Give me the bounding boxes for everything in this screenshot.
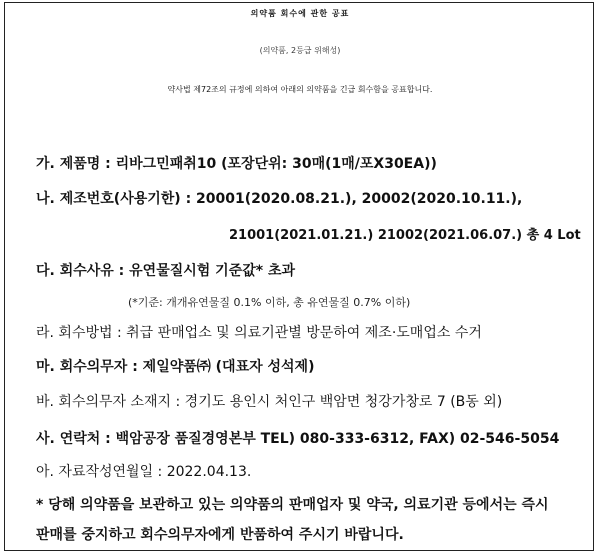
item-lot-line2: 21001(2021.01.21.) 21002(2021.06.07.) 총 4 Lot — [229, 228, 581, 243]
footer-line2: 판매를 중지하고 회수의무자에게 반품하여 주시기 바랍니다. — [36, 527, 404, 543]
intro-text: 약사법 제72조의 규정에 의하여 아래의 의약품을 긴급 회수함을 공표합니다. — [167, 85, 433, 94]
item-reason-note: (*기준: 개개유연물질 0.1% 이하, 총 유연물질 0.7% 이하) — [128, 296, 411, 309]
item-reason: 다. 회수사유 : 유연물질시험 기준값* 초과 — [36, 263, 295, 279]
page-title: 의약품 회수에 관한 공표 — [250, 9, 350, 18]
item-lot-line1: 나. 제조번호(사용기한) : 20001(2020.08.21.), 20002(2020.10.11.), — [36, 191, 523, 207]
subtitle: (의약품, 2등급 위해성) — [259, 46, 341, 55]
item-obligor: 마. 회수의무자 : 제일약품㈜ (대표자 성석제) — [36, 359, 315, 375]
footer-line1: * 당해 의약품을 보관하고 있는 의약품의 판매업자 및 약국, 의료기관 등에서는 즉시 — [36, 497, 549, 513]
item-address: 바. 회수의무자 소재지 : 경기도 용인시 처인구 백암면 청강가창로 7 (B동 외) — [36, 394, 503, 410]
item-contact: 사. 연락처 : 백암공장 품질경영본부 TEL) 080-333-6312, FAX) 02-546-5054 — [36, 431, 560, 447]
item-product: 가. 제품명 : 리바그민패취10 (포장단위: 30매(1매/포X30EA)) — [36, 156, 437, 172]
item-method: 라. 회수방법 : 취급 판매업소 및 의료기관별 방문하여 제조·도매업소 수거 — [36, 325, 482, 341]
item-date: 아. 자료작성연월일 : 2022.04.13. — [36, 464, 252, 480]
